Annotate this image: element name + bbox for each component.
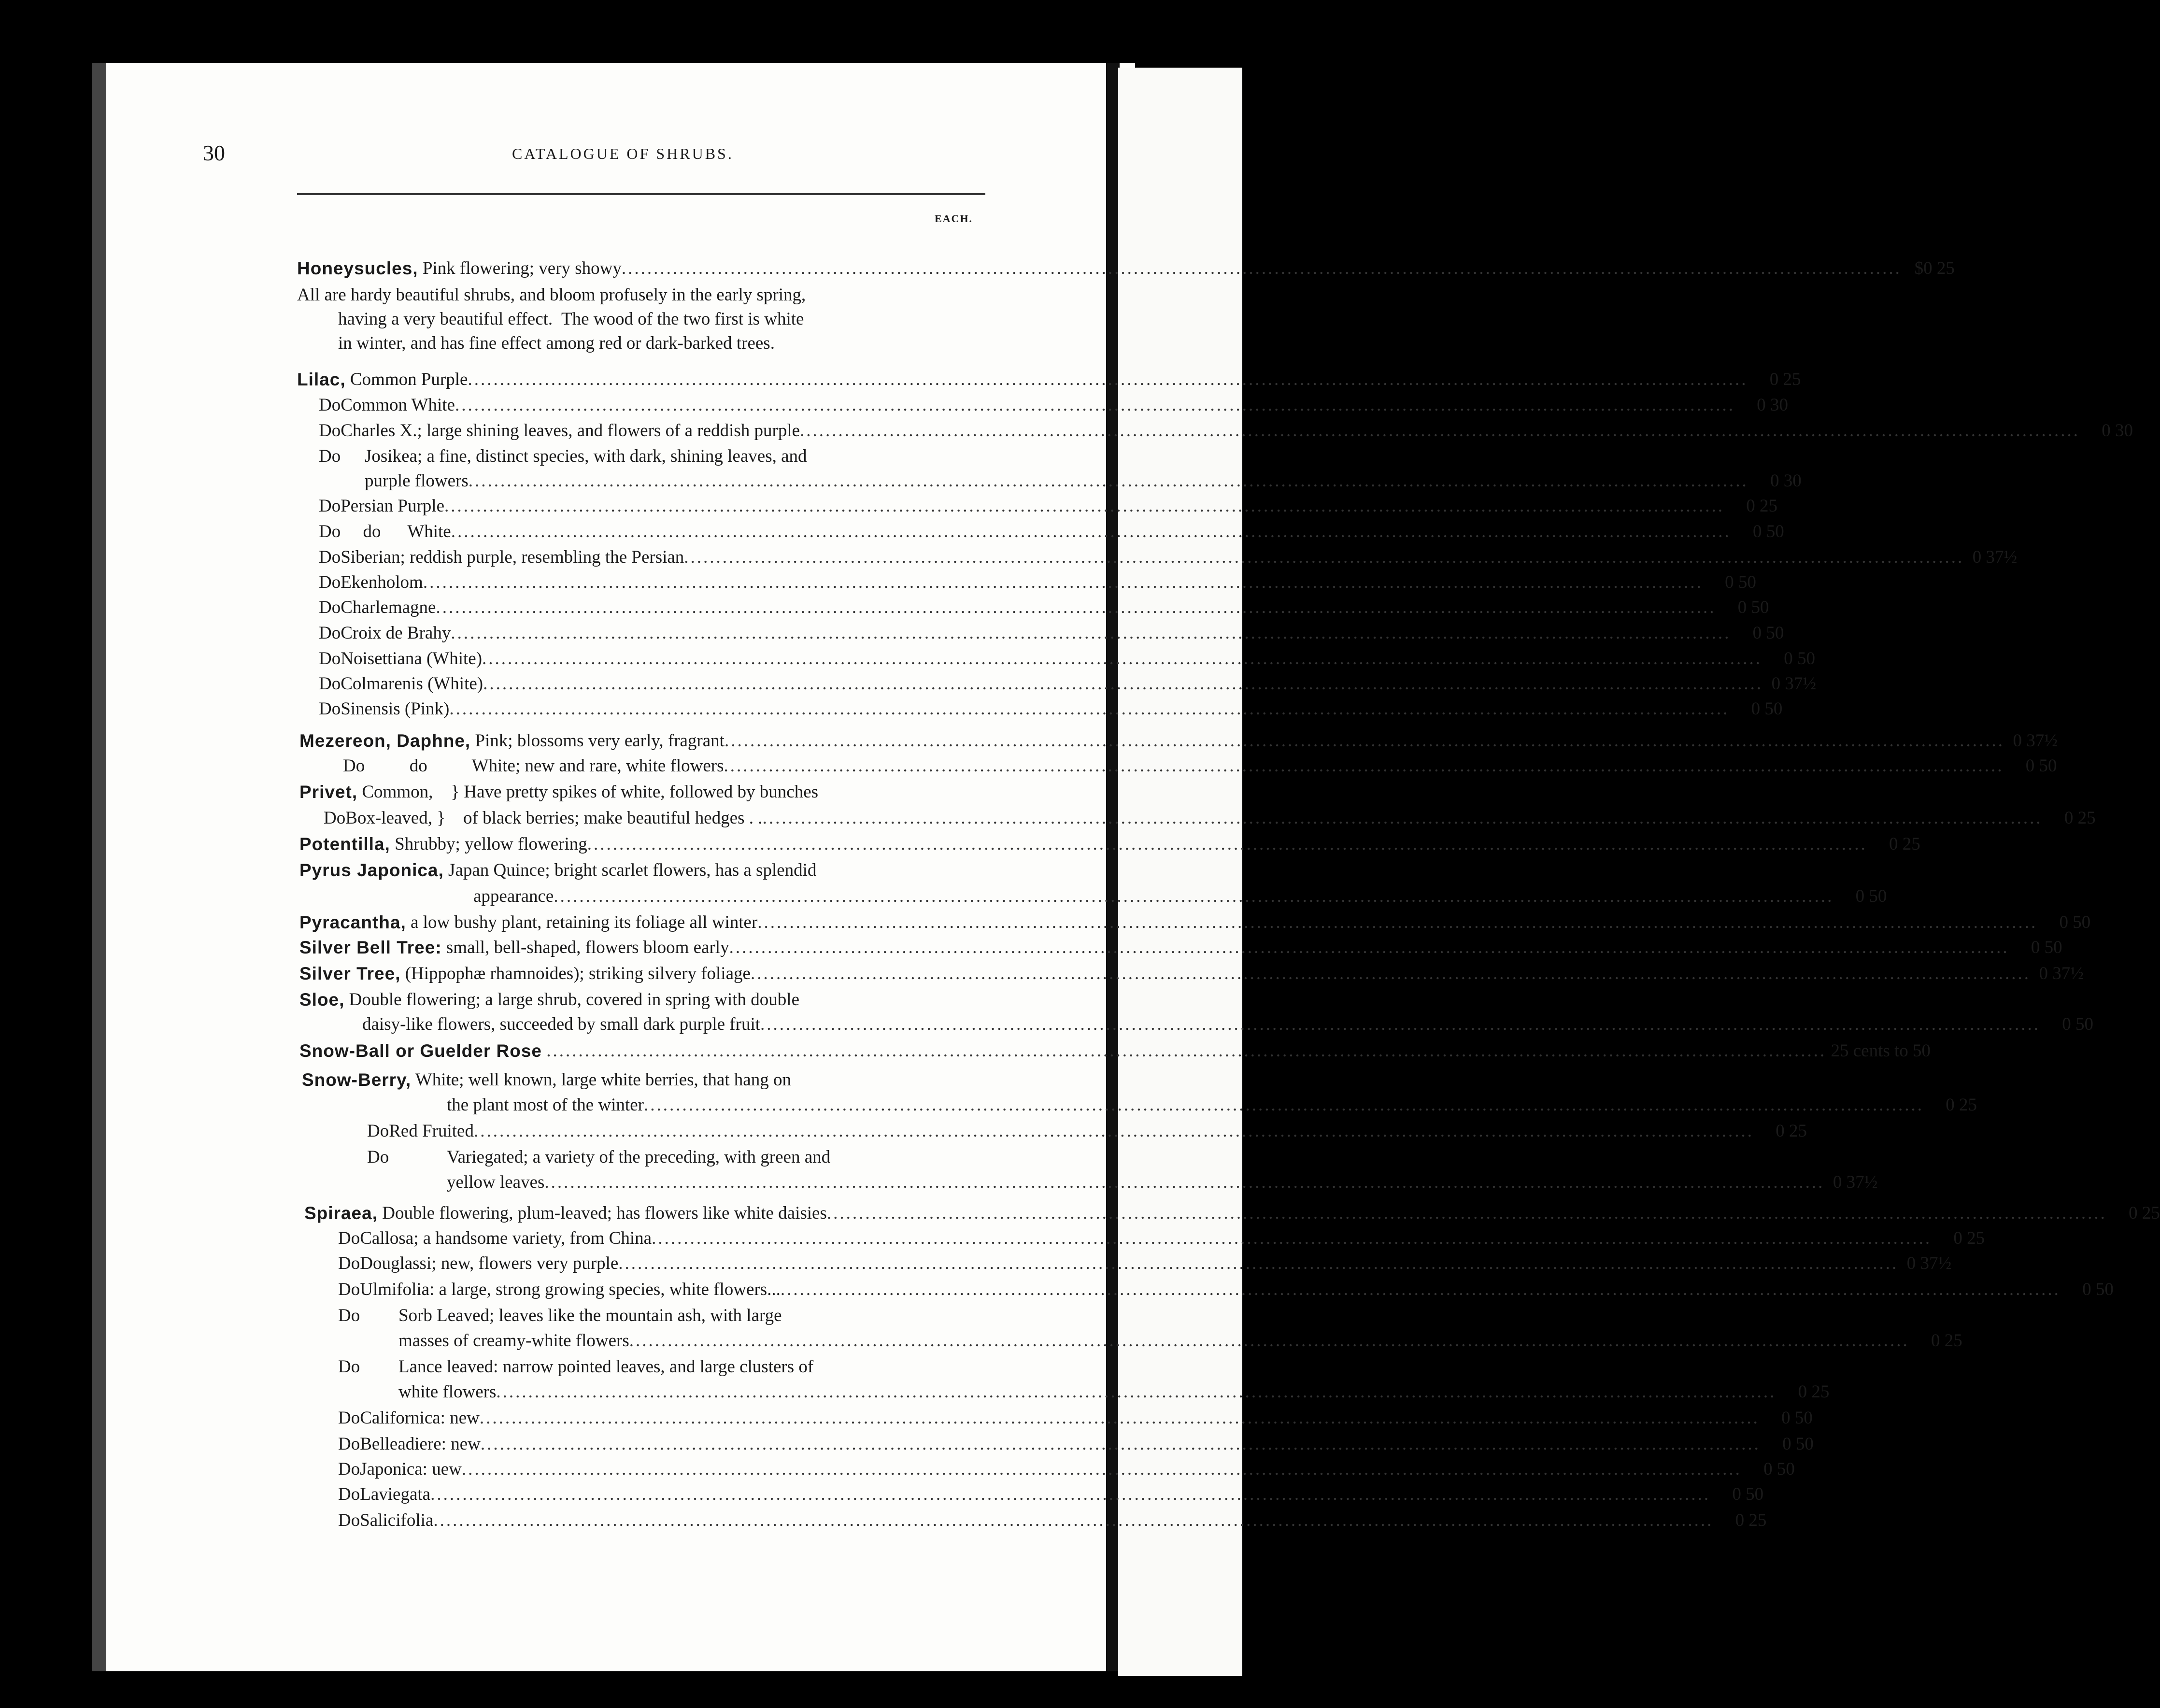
plant-name: Snow-Ball or Guelder Rose xyxy=(299,1041,542,1061)
ditto-marker: Do xyxy=(338,1459,360,1479)
entry-description: Shrubby; yellow flowering xyxy=(390,834,587,854)
ditto-marker: Do xyxy=(319,699,341,719)
entry-description: Charles X.; large shining leaves, and flowers of a reddish purple xyxy=(341,421,800,441)
entry-price: 0 50 xyxy=(1747,699,1783,719)
dot-leader: ........................................................................................................................................................................................................ xyxy=(496,1382,1776,1402)
entry-description: purple flowers xyxy=(365,471,469,491)
dot-leader: ........................................................................................................................................................................................................ xyxy=(587,834,1867,854)
entry-description: All are hardy beautiful shrubs, and bloom profusely in the early spring, xyxy=(297,285,806,305)
entry-price: 0 30 xyxy=(2097,421,2133,441)
entry-description: the plant most of the winter xyxy=(447,1095,644,1115)
dot-leader: ........................................................................................................................................................................................................ xyxy=(483,674,1763,694)
entry-price: 0 50 xyxy=(1779,649,1816,669)
entry-price: 0 50 xyxy=(2077,1280,2114,1299)
catalogue-line xyxy=(304,1201,2160,1226)
ditto-marker: Do xyxy=(319,395,341,415)
entry-description: Lance leaved: narrow pointed leaves, and large clusters of xyxy=(398,1357,814,1377)
entry-price: 0 37½ xyxy=(1968,547,2018,567)
entry-description: Ekenholom xyxy=(341,572,423,592)
entry-description: Double flowering; a large shrub, covered in spring with double xyxy=(344,990,799,1010)
dot-leader: ........................................................................................................................................................................................................ xyxy=(451,522,1731,541)
catalogue-line xyxy=(324,806,2096,831)
entry-description: Pink; blossoms very early, fragrant xyxy=(470,731,725,751)
entry-price: 0 37½ xyxy=(1828,1172,1878,1192)
dot-leader: ........................................................................................................................................................................................................ xyxy=(473,1121,1754,1141)
plant-name: Pyrus Japonica, xyxy=(299,860,444,880)
entry-description: Ulmifolia: a large, strong growing species, white flowers... xyxy=(360,1280,781,1299)
catalogue-line xyxy=(398,1380,1830,1405)
dot-leader: ........................................................................................................................................................................................................ xyxy=(621,258,1902,278)
catalogue-line xyxy=(338,331,930,356)
entry-description: Box-leaved, } of black berries; make beautiful hedges . . xyxy=(345,808,763,828)
catalogue-line xyxy=(319,595,1769,620)
entry-description: Variegated; a variety of the preceding, with green and xyxy=(447,1147,831,1167)
catalogue-line xyxy=(338,1354,930,1380)
entry-description: Callosa; a handsome variety, from China xyxy=(360,1228,652,1248)
entry-price: 0 25 xyxy=(1771,1121,1807,1141)
ditto-marker: Do xyxy=(338,1510,360,1530)
catalogue-line xyxy=(338,1406,1813,1431)
dot-leader: ........................................................................................................................................................................................................ xyxy=(750,964,2031,983)
ditto-marker: Do xyxy=(367,1147,389,1167)
catalogue-line xyxy=(299,832,1920,857)
ditto-marker: Do xyxy=(338,1434,360,1454)
entry-price: 0 30 xyxy=(1765,471,1802,491)
catalogue-line xyxy=(319,418,2133,443)
dot-leader: ........................................................................................................................................................................................................ xyxy=(618,1253,1899,1273)
catalogue-line xyxy=(319,393,1788,418)
dot-leader: ........................................................................................................................................................................................................ xyxy=(544,1172,1825,1192)
catalogue-line xyxy=(338,307,930,332)
entry-price: 0 50 xyxy=(1728,1484,1764,1504)
entry-description: Douglassi; new, flowers very purple xyxy=(360,1253,619,1273)
ditto-marker: Do xyxy=(338,1228,360,1248)
entry-price: 0 50 xyxy=(1759,1459,1795,1479)
entry-price: 0 25 xyxy=(1793,1382,1830,1402)
dot-leader: ........................................................................................................................................................................................................ xyxy=(780,1280,2061,1299)
dot-leader: ........................................................................................................................................................................................................ xyxy=(449,699,1730,719)
dot-leader: ........................................................................................................................................................................................................ xyxy=(729,938,2009,957)
entry-price: 0 25 xyxy=(1884,834,1920,854)
ditto-marker: Do xyxy=(319,674,341,694)
entry-description: Sinensis (Pink) xyxy=(341,699,450,719)
catalogue-line xyxy=(367,1145,930,1170)
entry-price: 0 37½ xyxy=(1902,1253,1952,1273)
catalogue-line xyxy=(343,754,2057,779)
entry-price: 0 25 xyxy=(1731,1510,1767,1530)
dot-leader: ........................................................................................................................................................................................................ xyxy=(468,370,1748,389)
plant-name: Mezereon, Daphne, xyxy=(299,731,471,751)
entry-price: 0 25 xyxy=(2124,1203,2160,1223)
entry-description: masses of creamy-white flowers xyxy=(398,1331,629,1351)
entry-description: white flowers xyxy=(398,1382,497,1402)
page-number: 30 xyxy=(203,141,225,165)
dot-leader: ........................................................................................................................................................................................................ xyxy=(461,1459,1742,1479)
dot-leader: ........................................................................................................................................................................................................ xyxy=(455,395,1735,415)
catalogue-line xyxy=(299,1039,1931,1064)
dot-leader: ........................................................................................................................................................................................................ xyxy=(423,572,1703,592)
entry-description: Japan Quince; bright scarlet flowers, has a splendid xyxy=(443,860,817,880)
catalogue-line xyxy=(362,1012,2094,1037)
catalogue-line xyxy=(398,1328,1962,1353)
dot-leader: ........................................................................................................................................................................................................ xyxy=(468,471,1748,491)
entry-price: 0 25 xyxy=(1941,1095,1977,1115)
ditto-marker: Do xyxy=(338,1280,360,1299)
dot-leader: ........................................................................................................................................................................................................ xyxy=(433,1510,1714,1530)
entry-description: Double flowering, plum-leaved; has flowers like white daisies xyxy=(377,1203,827,1223)
entry-description: Common Purple xyxy=(345,370,468,389)
ditto-marker: Do xyxy=(319,421,341,441)
entry-description: Colmarenis (White) xyxy=(341,674,483,694)
plant-name: Lilac, xyxy=(297,370,346,389)
catalogue-line xyxy=(302,1068,930,1093)
entry-price: 0 50 xyxy=(1748,522,1784,541)
dot-leader: ........................................................................................................................................................................................................ xyxy=(629,1331,1909,1351)
ditto-marker: Do xyxy=(319,496,341,516)
catalogue-line xyxy=(338,1277,2114,1302)
entry-price: 0 50 xyxy=(1720,572,1756,592)
dot-leader: ........................................................................................................................................................................................................ xyxy=(760,1014,2041,1034)
ditto-marker: Do xyxy=(319,522,341,541)
entry-description: Common, } Have pretty spikes of white, followed by bunches xyxy=(357,782,819,802)
catalogue-line xyxy=(338,1482,1764,1507)
entry-description: (Hippophæ rhamnoides); striking silvery foliage xyxy=(400,964,751,983)
ditto-marker: Do xyxy=(319,623,341,643)
entry-description: daisy-like flowers, succeeded by small dark purple fruit xyxy=(362,1014,761,1034)
ditto-marker: Do xyxy=(319,572,341,592)
catalogue-line xyxy=(367,1119,1807,1144)
ditto-marker: Do xyxy=(319,547,341,567)
catalogue-line xyxy=(299,858,930,883)
plant-name: Spiraea, xyxy=(304,1203,378,1223)
entry-description: White; well known, large white berries, that hang on xyxy=(411,1070,791,1090)
dot-leader: ........................................................................................................................................................................................................ xyxy=(724,731,2004,751)
plant-name: Silver Bell Tree: xyxy=(299,938,442,957)
plant-name: Privet, xyxy=(299,782,358,802)
entry-price: 0 50 xyxy=(1748,623,1784,643)
dot-leader: ........................................................................................................................................................................................................ xyxy=(724,756,2004,776)
dot-leader: ........................................................................................................................................................................................................ xyxy=(554,886,1834,906)
entry-price: $0 25 xyxy=(1910,258,1955,278)
catalogue-line xyxy=(319,646,1816,671)
dot-leader: ........................................................................................................................................................................................................ xyxy=(800,421,2080,441)
plant-name: Sloe, xyxy=(299,990,345,1010)
ditto-marker: Do xyxy=(319,649,341,669)
catalogue-line xyxy=(338,1251,1952,1276)
catalogue-line xyxy=(319,671,1817,697)
entry-price: 0 50 xyxy=(1777,1434,1814,1454)
catalogue-line xyxy=(319,697,1783,722)
entry-price: 0 50 xyxy=(2058,1014,2094,1034)
catalogue-line xyxy=(473,884,1887,909)
entry-description: Belleadiere: new xyxy=(360,1434,481,1454)
page-header xyxy=(203,140,985,169)
catalogue-line xyxy=(297,256,1955,281)
ditto-marker: Do xyxy=(367,1121,389,1141)
catalogue-line xyxy=(299,728,2058,754)
entry-description: do White; new and rare, white flowers xyxy=(365,756,724,776)
dot-leader: ........................................................................................................................................................................................................ xyxy=(430,1484,1711,1504)
catalogue-line xyxy=(365,469,1802,494)
ditto-marker: Do xyxy=(319,446,341,466)
catalogue-line xyxy=(297,367,1801,392)
dot-leader: ........................................................................................................................................................................................................ xyxy=(652,1228,1932,1248)
entry-price: 0 25 xyxy=(1765,370,1801,389)
entry-price: 0 50 xyxy=(1776,1408,1813,1428)
catalogue-line xyxy=(447,1170,1878,1195)
dot-leader: ........................................................................................................................................................................................................ xyxy=(684,547,1964,567)
dot-leader: ........................................................................................................................................................................................................ xyxy=(826,1203,2107,1223)
entry-description: having a very beautiful effect. The wood of the two first is white xyxy=(338,309,804,329)
catalogue-line xyxy=(299,910,2091,935)
entry-description: Persian Purple xyxy=(341,496,445,516)
catalogue-line xyxy=(319,519,1784,544)
header-rule xyxy=(297,193,985,195)
entry-description xyxy=(542,1039,546,1064)
ditto-marker: Do xyxy=(338,1357,360,1377)
entry-price: 0 50 xyxy=(2021,756,2057,776)
dot-leader: ........................................................................................................................................................................................................ xyxy=(482,649,1762,669)
entry-description: Siberian; reddish purple, resembling the Persian xyxy=(341,547,684,567)
entry-price: 0 50 xyxy=(1851,886,1887,906)
dot-leader: ........................................................................................................................................................................................................ xyxy=(444,496,1725,516)
entry-description: Common White xyxy=(341,395,455,415)
entry-description: Sorb Leaved; leaves like the mountain ash, with large xyxy=(398,1306,782,1325)
entry-description: do White xyxy=(341,522,451,541)
entry-price: 0 30 xyxy=(1752,395,1788,415)
dot-leader: ........................................................................................................................................................................................................ xyxy=(479,1408,1760,1428)
entry-price: 0 37½ xyxy=(2034,964,2084,983)
entry-description: a low bushy plant, retaining its foliage all winter xyxy=(406,912,758,932)
entry-price: 0 25 xyxy=(1926,1331,1962,1351)
entry-description: Japonica: uew xyxy=(360,1459,462,1479)
dot-leader: ........................................................................................................................................................................................................ xyxy=(436,598,1716,617)
catalogue-line xyxy=(319,621,1784,646)
entry-description: appearance xyxy=(473,886,554,906)
entry-price: 0 25 xyxy=(2060,808,2096,828)
entry-description: Noisettiana (White) xyxy=(341,649,483,669)
entry-price: 0 50 xyxy=(2026,938,2062,957)
entry-price: 0 50 xyxy=(2055,912,2091,932)
catalogue-line xyxy=(299,935,2062,960)
ditto-marker: Do xyxy=(324,808,346,828)
entry-price: 0 25 xyxy=(1949,1228,1985,1248)
catalogue-line xyxy=(299,961,2084,986)
ditto-marker: Do xyxy=(338,1408,360,1428)
entry-price: 0 25 xyxy=(1742,496,1778,516)
catalogue-line xyxy=(319,545,2018,570)
dot-leader: ........................................................................................................................................................................................................ xyxy=(480,1434,1761,1454)
dot-leader: ........................................................................................................................................................................................................ xyxy=(451,623,1731,643)
catalogue-line xyxy=(338,1303,930,1328)
entry-description: Charlemagne xyxy=(341,598,436,617)
catalogue-line xyxy=(299,987,930,1012)
entry-description: Croix de Brahy xyxy=(341,623,451,643)
plant-name: Snow-Berry, xyxy=(302,1070,412,1090)
entry-description: in winter, and has fine effect among red or dark-barked trees. xyxy=(338,333,775,353)
catalogue-line xyxy=(319,570,1756,595)
catalogue-line xyxy=(338,1457,1795,1482)
entry-price: 25 cents to 50 xyxy=(1826,1041,1931,1061)
plant-name: Pyracantha, xyxy=(299,912,406,932)
ditto-marker: Do xyxy=(338,1253,360,1273)
ditto-marker: Do xyxy=(343,756,365,776)
entry-description: small, bell-shaped, flowers bloom early xyxy=(441,938,729,957)
dot-leader: ........................................................................................................................................................................................................ xyxy=(762,808,2043,828)
entry-description: Californica: new xyxy=(360,1408,480,1428)
dot-leader: ........................................................................................................................................................................................................ xyxy=(546,1041,1827,1061)
plant-name: Honeysucles, xyxy=(297,258,418,278)
ditto-marker: Do xyxy=(338,1484,360,1504)
catalogue-line xyxy=(338,1226,1985,1251)
catalogue-line xyxy=(338,1432,1814,1457)
entry-description: Pink flowering; very showy xyxy=(418,258,622,278)
catalogue-line xyxy=(338,1508,1767,1533)
catalogue-line xyxy=(319,494,1778,519)
catalogue-line xyxy=(299,780,930,805)
catalogue-line xyxy=(297,283,930,308)
price-column-label: EACH. xyxy=(935,213,973,225)
entry-description: Josikea; a fine, distinct species, with dark, shining leaves, and xyxy=(365,446,807,466)
plant-name: Silver Tree, xyxy=(299,964,401,983)
ditto-marker: Do xyxy=(338,1306,360,1325)
plant-name: Potentilla, xyxy=(299,834,390,854)
entry-description: Salicifolia xyxy=(360,1510,434,1530)
entry-price: 0 50 xyxy=(1733,598,1769,617)
catalogue-line xyxy=(319,444,930,469)
entry-price: 0 37½ xyxy=(2008,731,2058,751)
ditto-marker: Do xyxy=(319,598,341,617)
entry-description: Laviegata xyxy=(360,1484,431,1504)
entry-description: Red Fruited xyxy=(389,1121,474,1141)
page-title: CATALOGUE OF SHRUBS. xyxy=(512,145,734,162)
dot-leader: ........................................................................................................................................................................................................ xyxy=(643,1095,1924,1115)
entry-description: yellow leaves xyxy=(447,1172,545,1192)
catalogue-line xyxy=(447,1093,1977,1118)
dot-leader: ........................................................................................................................................................................................................ xyxy=(757,912,2038,932)
entry-price: 0 37½ xyxy=(1767,674,1817,694)
